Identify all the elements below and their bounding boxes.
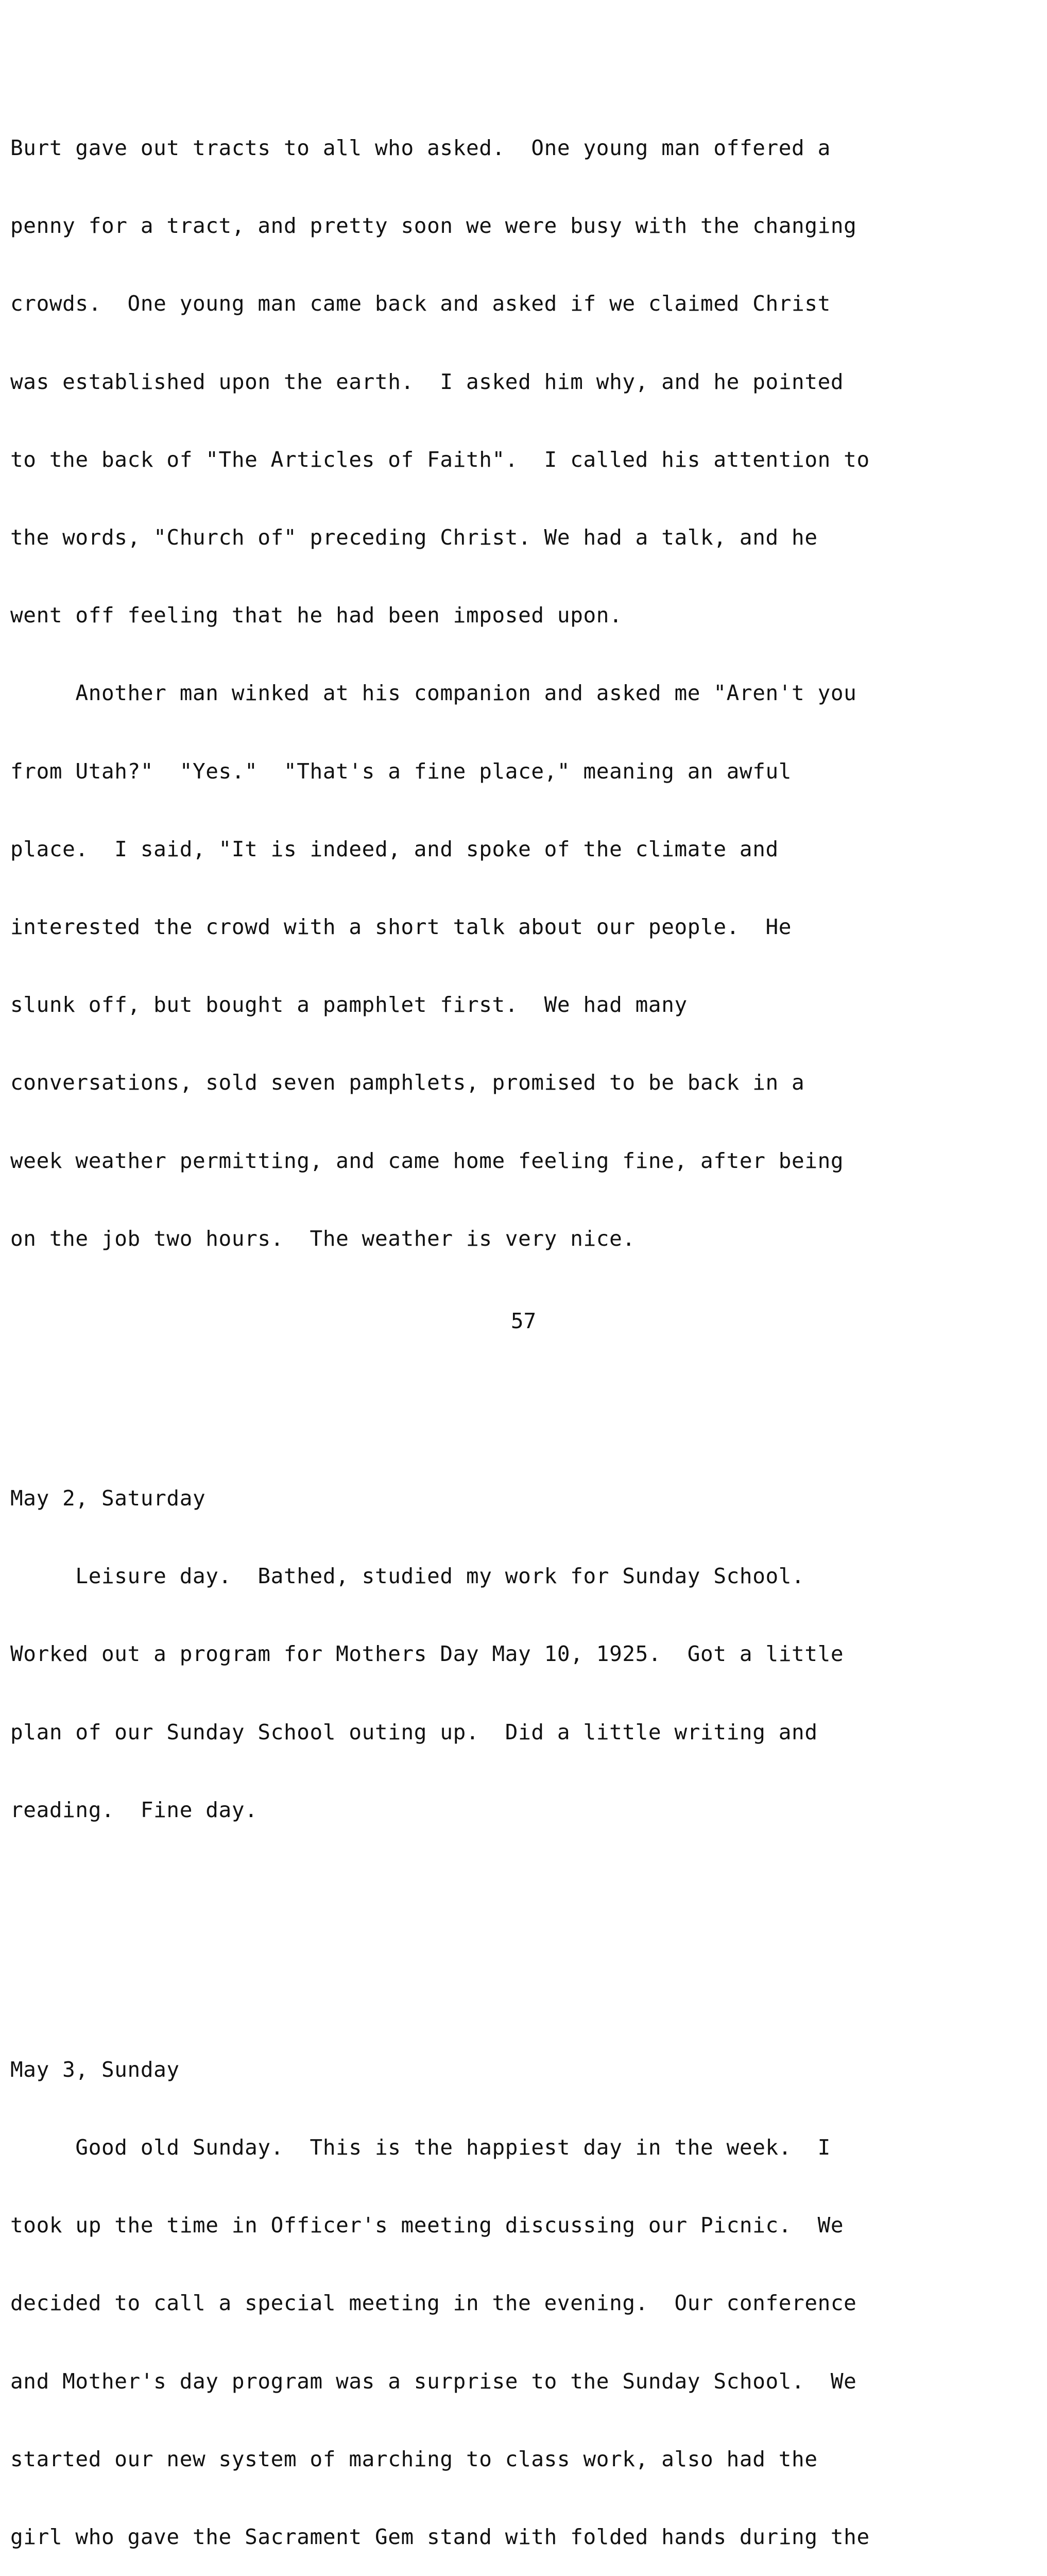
text-line: interested the crowd with a short talk about our people. He xyxy=(10,914,792,940)
text-line: penny for a tract, and pretty soon we were busy with the changing xyxy=(10,213,857,239)
entry-date-heading: May 3, Sunday xyxy=(10,2057,180,2082)
text-line: on the job two hours. The weather is very nice. xyxy=(10,1226,636,1251)
entry-continuation xyxy=(10,83,1040,1303)
text-line: Another man winked at his companion and asked me "Aren't you xyxy=(10,681,857,706)
typescript-page xyxy=(10,5,1040,2576)
text-line: Leisure day. Bathed, studied my work for Sunday School. xyxy=(10,1564,805,1589)
entry-may-3 xyxy=(10,1979,1040,2576)
text-line: decided to call a special meeting in the evening. Our conference xyxy=(10,2291,857,2316)
text-line: crowds. One young man came back and asked if we claimed Christ xyxy=(10,291,831,316)
text-line: reading. Fine day. xyxy=(10,1797,258,1822)
text-line: conversations, sold seven pamphlets, promised to be back in a xyxy=(10,1070,805,1095)
entry-may-2 xyxy=(10,1408,1040,1875)
text-line: was established upon the earth. I asked him why, and he pointed xyxy=(10,369,844,394)
text-line: started our new system of marching to class work, also had the xyxy=(10,2446,818,2471)
text-line: girl who gave the Sacrament Gem stand with folded hands during the xyxy=(10,2524,870,2549)
text-line: Good old Sunday. This is the happiest day in the week. I xyxy=(10,2134,831,2160)
text-line: slunk off, but bought a pamphlet first. We had many xyxy=(10,992,688,1018)
text-line: went off feeling that he had been imposed upon. xyxy=(10,603,623,628)
text-line: from Utah?" "Yes." "That's a fine place," meaning an awful xyxy=(10,758,792,784)
text-line: and Mother's day program was a surprise to the Sunday School. We xyxy=(10,2368,857,2394)
text-line: week weather permitting, and came home feeling fine, after being xyxy=(10,1148,844,1173)
text-line: place. I said, "It is indeed, and spoke of the climate and xyxy=(10,836,779,861)
text-line: Worked out a program for Mothers Day May 10, 1925. Got a little xyxy=(10,1641,844,1667)
text-line: Burt gave out tracts to all who asked. One young man offered a xyxy=(10,135,831,161)
text-line: the words, "Church of" preceding Christ. We had a talk, and he xyxy=(10,525,818,550)
text-line: took up the time in Officer's meeting discussing our Picnic. We xyxy=(10,2213,844,2238)
text-line: to the back of "The Articles of Faith". I called his attention to xyxy=(10,447,870,472)
entry-date-heading: May 2, Saturday xyxy=(10,1485,206,1511)
page-number: 57 xyxy=(510,1309,537,1333)
text-line: plan of our Sunday School outing up. Did a little writing and xyxy=(10,1719,818,1744)
